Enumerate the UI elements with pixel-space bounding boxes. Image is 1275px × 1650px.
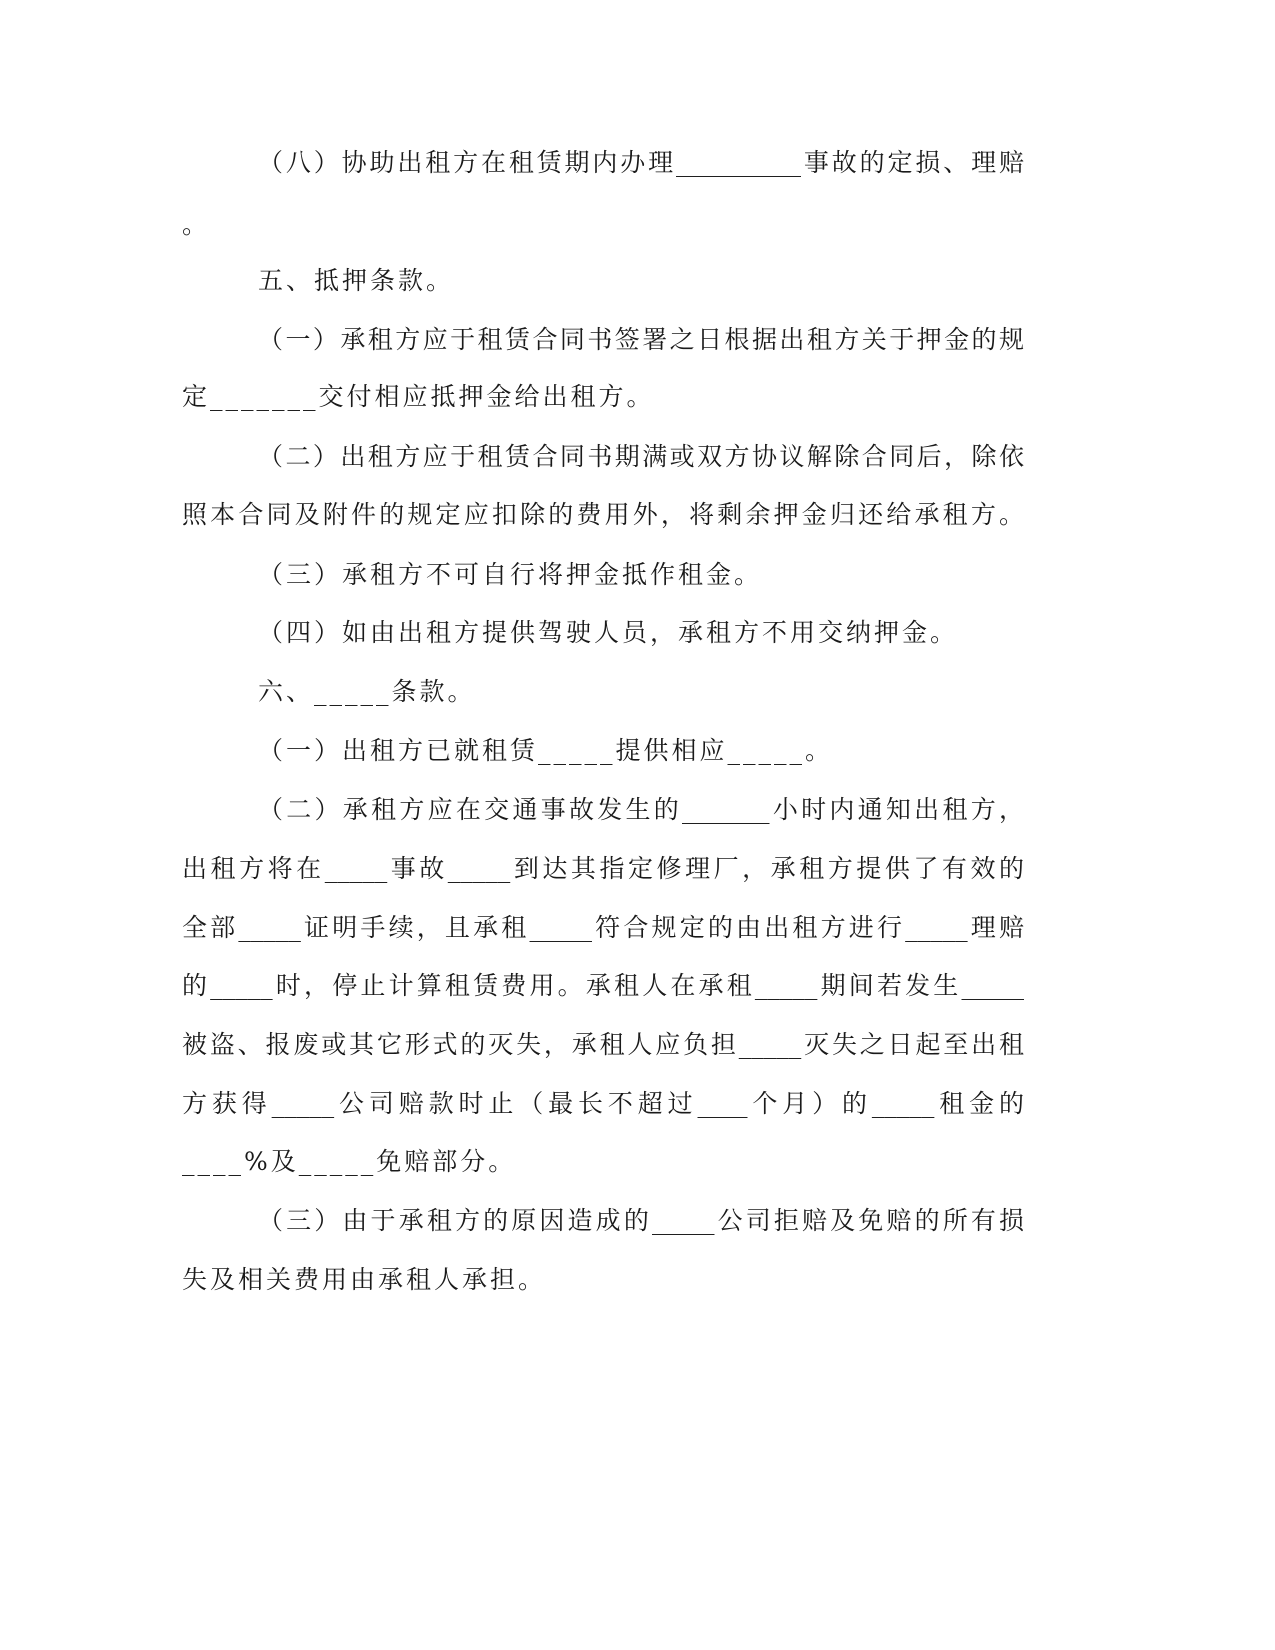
line-text: 方获得_____公司赔款时止（最长不超过____个月）的_____租金的: [182, 1089, 1024, 1118]
line-text: 被盗、报废或其它形式的灭失，承租人应负担_____灭失之日起至出租: [182, 1030, 1024, 1059]
line-text: 。: [182, 210, 211, 239]
line-text: （三）承租方不可自行将押金抵作租金。: [258, 560, 763, 589]
text-line: [0, 145, 1275, 181]
text-line: [0, 674, 1275, 710]
line-text: 照本合同及附件的规定应扣除的费用外，将剩余押金归还给承租方。: [182, 500, 1024, 529]
line-text: （八）协助出租方在租赁期内办理__________事故的定损、理赔: [258, 148, 1024, 177]
text-line: [0, 733, 1275, 769]
text-line: [0, 322, 1275, 358]
text-line: [0, 207, 1275, 243]
line-text: ____%及_____免赔部分。: [182, 1147, 517, 1176]
text-line: [0, 1262, 1275, 1298]
line-text: 失及相关费用由承租人承担。: [182, 1265, 547, 1294]
text-line: [0, 851, 1275, 887]
line-text: 六、_____条款。: [258, 677, 476, 706]
line-text: 五、抵押条款。: [258, 266, 455, 295]
text-line: [0, 615, 1275, 651]
line-text: （一）出租方已就租赁_____提供相应_____。: [258, 736, 834, 765]
text-line: [0, 557, 1275, 593]
line-text: （四）如由出租方提供驾驶人员，承租方不用交纳押金。: [258, 618, 959, 647]
text-line: [0, 263, 1275, 299]
text-line: [0, 1144, 1275, 1180]
line-text: 全部_____证明手续，且承租_____符合规定的由出租方进行_____理赔: [182, 913, 1024, 942]
line-text: 出租方将在_____事故_____到达其指定修理厂，承租方提供了有效的: [182, 854, 1024, 883]
line-text: 的_____时，停止计算租赁费用。承租人在承租_____期间若发生_____: [182, 971, 1024, 1000]
line-text: 定_______交付相应抵押金给出租方。: [182, 382, 655, 411]
text-line: [0, 497, 1275, 533]
text-line: [0, 439, 1275, 475]
line-text: （三）由于承租方的原因造成的_____公司拒赔及免赔的所有损: [258, 1206, 1024, 1235]
line-text: （二）出租方应于租赁合同书期满或双方协议解除合同后，除依: [258, 442, 1024, 471]
text-line: [0, 910, 1275, 946]
line-text: （一）承租方应于租赁合同书签署之日根据出租方关于押金的规: [258, 325, 1024, 354]
line-text: （二）承租方应在交通事故发生的_______小时内通知出租方，: [258, 795, 1024, 824]
text-line: [0, 1203, 1275, 1239]
text-line: [0, 792, 1275, 828]
text-line: [0, 379, 1275, 415]
text-line: [0, 1086, 1275, 1122]
text-line: [0, 1027, 1275, 1063]
text-line: [0, 968, 1275, 1004]
